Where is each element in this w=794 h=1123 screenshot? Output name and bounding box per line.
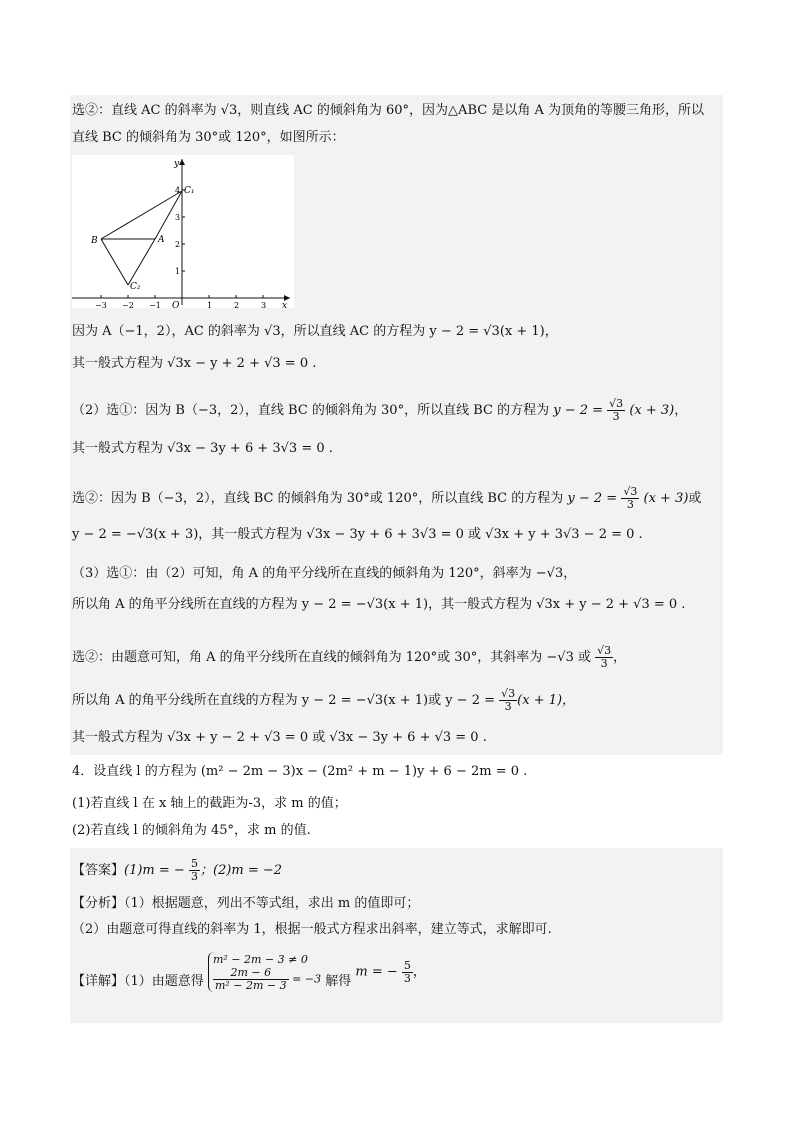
text-span: ， xyxy=(613,650,627,665)
detail-line xyxy=(72,952,426,992)
segment-BC1 xyxy=(101,191,182,239)
text-span: （2）选①：因为 B（−3，2），直线 BC 的倾斜角为 30°，所以直线 BC 的方程为 xyxy=(72,403,550,418)
segment-C2A xyxy=(128,239,155,285)
segment-BC2 xyxy=(101,239,128,285)
analysis-line xyxy=(72,895,419,913)
fraction-numerator: √3 xyxy=(597,644,612,657)
analysis-label: 【分析】 xyxy=(72,896,125,911)
figure-svg xyxy=(72,155,294,308)
y-axis-label: y xyxy=(174,159,180,169)
y-tick-label: 3 xyxy=(175,213,181,222)
text-line: y − 2 = −√3(x + 3)，其一般式方程为 √3x − 3y + 6 + 3√3 = 0 或 √3x + y + 3√3 − 2 = 0 . xyxy=(72,527,643,542)
fraction-denominator: 3 xyxy=(600,657,608,670)
system-row: m² − 2m − 3 ≠ 0 xyxy=(212,953,308,966)
fraction-numerator: √3 xyxy=(609,397,624,410)
question-part: (1)若直线 l 在 x 轴上的截距为-3，求 m 的值； xyxy=(72,796,347,811)
fraction-denominator: 3 xyxy=(403,971,411,985)
text-span: （1）根据题意，列出不等式组，求出 m 的值即可； xyxy=(124,896,420,911)
text-line: 所以角 A 的角平分线所在直线的方程为 y − 2 = −√3(x + 1)，其一般式方程为 √3x + y − 2 + √3 = 0 . xyxy=(72,597,686,612)
math-span: (x + 3) xyxy=(643,491,689,506)
text-line: 其一般式方程为 √3x + y − 2 + √3 = 0 或 √3x − 3y + 6 + √3 = 0 . xyxy=(72,730,487,745)
fraction xyxy=(189,858,200,883)
text-span: 解得 xyxy=(325,974,352,989)
fraction-denominator: 3 xyxy=(612,410,620,423)
point-B-label: B xyxy=(91,236,98,246)
math-span: = −3 xyxy=(292,972,322,986)
text-line: 直线 BC 的倾斜角为 30°或 120°，如图所示： xyxy=(72,130,345,145)
point-C2-label: C₂ xyxy=(130,282,141,292)
analysis-line: （2）由题意可得直线的斜率为 1，根据一般式方程求出斜率，建立等式，求解即可. xyxy=(72,922,552,937)
text-span: （1）由题意得 xyxy=(124,974,204,989)
answer-label: 【答案】 xyxy=(72,863,125,878)
math-span: ；(2)m = −2 xyxy=(199,863,283,878)
math-span: m = − xyxy=(355,964,398,980)
text-span: 选②：由题意可知，角 A 的角平分线所在直线的倾斜角为 120°或 30°，其斜率为 −√3 或 xyxy=(72,650,591,665)
text-line: 选②：直线 AC 的斜率为 √3，则直线 AC 的倾斜角为 60°，因为△ABC 是以角 A 为顶角的等腰三角形，所以 xyxy=(72,103,704,118)
x-tick-label: 1 xyxy=(207,301,213,308)
fraction xyxy=(499,688,517,713)
question-title: 4．设直线 l 的方程为 (m² − 2m − 3)x − (2m² + m − 1)y + 6 − 2m = 0 . xyxy=(72,764,528,779)
math-span: (1)m = − xyxy=(124,863,185,878)
x-tick-label: −1 xyxy=(149,301,161,308)
detail-label: 【详解】 xyxy=(72,974,125,989)
x-tick-label: −3 xyxy=(95,301,107,308)
equation-system xyxy=(208,952,321,992)
x-tick-label: 3 xyxy=(261,301,267,308)
fraction-denominator: 3 xyxy=(190,870,198,883)
point-A-label: A xyxy=(158,235,165,245)
text-line xyxy=(72,645,626,670)
math-span: y − 2 = xyxy=(553,403,604,418)
fraction-numerator: 2m − 6 xyxy=(213,967,289,980)
fraction-denominator: 3 xyxy=(504,700,512,713)
text-line xyxy=(72,688,575,713)
y-tick-label: 4 xyxy=(175,186,181,195)
text-line: （3）选①：由（2）可知，角 A 的角平分线所在直线的倾斜角为 120°，斜率为 −√3， xyxy=(72,566,577,581)
coordinate-figure xyxy=(72,155,294,308)
fraction-numerator: 5 xyxy=(190,857,198,870)
math-span: (x + 1)， xyxy=(517,693,576,708)
text-line: 其一般式方程为 √3x − y + 2 + √3 = 0 . xyxy=(72,356,317,371)
fraction xyxy=(621,486,639,511)
origin-label: O xyxy=(172,301,180,308)
text-span: ， xyxy=(674,403,688,418)
fraction-denominator: 3 xyxy=(626,498,634,511)
y-tick-label: 1 xyxy=(175,267,181,276)
fraction-denominator: m² − 2m − 3 xyxy=(214,979,287,992)
question-part: (2)若直线 l 的倾斜角为 45°，求 m 的值. xyxy=(72,823,311,838)
x-axis-label: x xyxy=(282,301,288,308)
text-line: 其一般式方程为 √3x − 3y + 6 + 3√3 = 0 . xyxy=(72,441,333,456)
fraction xyxy=(213,967,289,992)
fraction xyxy=(402,960,413,985)
text-line xyxy=(72,398,687,423)
text-line: 因为 A（−1，2），AC 的斜率为 √3，所以直线 AC 的方程为 y − 2 = √3(x + 1)， xyxy=(72,324,558,339)
math-span: (x + 3) xyxy=(629,403,675,418)
text-line xyxy=(72,486,701,511)
fraction-numerator: √3 xyxy=(501,687,516,700)
fraction-numerator: 5 xyxy=(403,958,411,972)
y-axis-arrow xyxy=(179,159,185,165)
math-span: y − 2 = xyxy=(567,491,618,506)
fraction xyxy=(595,645,613,670)
x-tick-label: 2 xyxy=(234,301,240,308)
fraction-numerator: √3 xyxy=(623,485,638,498)
text-span: 或 xyxy=(688,491,702,506)
y-tick-label: 2 xyxy=(175,240,181,249)
text-span: 选②：因为 B（−3，2），直线 BC 的倾斜角为 30°或 120°，所以直线 BC 的方程为 xyxy=(72,491,564,506)
point-C1-label: C₁ xyxy=(184,186,195,196)
fraction xyxy=(607,398,625,423)
text-span: ， xyxy=(412,964,426,980)
system-row xyxy=(213,967,321,992)
text-span: 所以角 A 的角平分线所在直线的方程为 y − 2 = −√3(x + 1)或 y − 2 = xyxy=(72,693,495,708)
answer-line xyxy=(72,858,282,883)
x-tick-label: −2 xyxy=(122,301,134,308)
